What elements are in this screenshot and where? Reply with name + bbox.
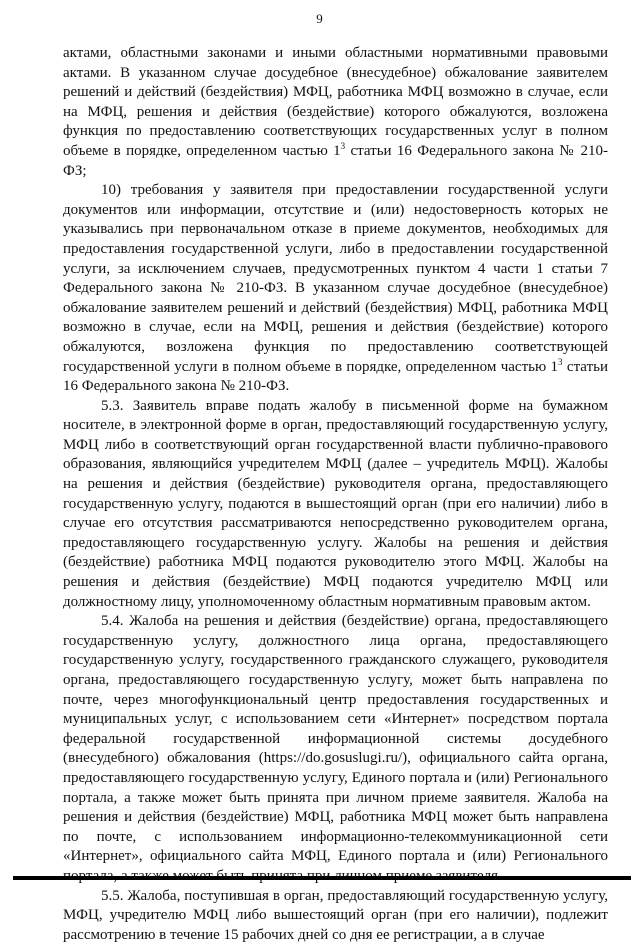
page-bottom-rule	[13, 876, 631, 880]
paragraph-text: 10) требования у заявителя при предоставлении государственной услуги документов или информации, отсутствие и (или) недостоверность которых не указывались при первоначальном отказе в приеме документов, необходимых для предоставления государственной услуги, либо в предоставлении государственной услуги, за исключением случаев, предусмотренных пунктом 4 части 1 статьи 7 Федерального закона № 210-ФЗ. В указанном случае досудебное (внесудебное) обжалование заявителем решений и действий (бездействия) МФЦ, работника МФЦ возможно в случае, если на МФЦ, решения и действия (бездействие) которого обжалуются, возложена функция по предоставлению соответствующей государственной услуги в полном объеме в порядке, определенном частью 1	[63, 182, 608, 375]
paragraph-text: статьи 16 Федерального закона № 210-ФЗ.	[63, 358, 608, 395]
paragraph-text: 5.3. Заявитель вправе подать жалобу в письменной форме на бумажном носителе, в электронной форме в орган, предоставляющий государственную услугу, МФЦ либо в соответствующий орган государственной власти публично-правового образования, являющийся учредителем МФЦ (далее – учредитель МФЦ). Жалобы на решения и действия (бездействие) руководителя органа, предоставляющего государственную услугу, подаются в вышестоящий орган (при его наличии) либо в случае его отсутствия рассматриваются непосредственно руководителем органа, предоставляющего государственную услугу. Жалобы на решения и действия (бездействие) работника МФЦ подаются руководителю этого МФЦ. Жалобы на решения и действия (бездействие) МФЦ подаются учредителю МФЦ или должностному лицу, уполномоченному областным нормативным правовым актом.	[63, 397, 608, 610]
paragraph-p2	[63, 397, 608, 613]
paragraph-text: 5.4. Жалоба на решения и действия (бездействие) органа, предоставляющего государственную услугу, должностного лица органа, предоставляющего государственную услугу, государственного гражданского служащего, руководителя органа, предоставляющего государственную услугу, может быть направлена по почте, через многофункциональный центр предоставления государственных и муниципальных услуг, с использованием сети «Интернет» посредством портала федеральной государственной информационной системы досудебного (внесудебного) обжалования (https://do.gosuslugi.ru/), официального сайта органа, предоставляющего государственную услугу, Единого портала и (или) Регионального портала, а также может быть принята при личном приеме заявителя. Жалоба на решения и действия (бездействие) МФЦ, работника МФЦ может быть направлена по почте, с использованием информационно-телекоммуникационной сети «Интернет», официального сайта МФЦ, Единого портала и (или) Регионального	[63, 613, 608, 865]
superscript: 3	[340, 140, 346, 151]
paragraph-text: актами, областными законами и иными областными нормативными правовыми актами. В указанном случае досудебное (внесудебное) обжалование заявителем решений и действий (бездействия) МФЦ, работника МФЦ возможно в случае, если на МФЦ, решения и действия (бездействие) которого обжалуются, возложена функция по предоставлению соответствующих государственных услуг в полном объеме в порядке, определенном частью 1	[63, 45, 608, 159]
paragraph-p4	[63, 887, 608, 945]
page-number: 9	[316, 11, 323, 26]
superscript: 3	[558, 356, 563, 367]
paragraph-text: 5.5. Жалоба, поступившая в орган, предоставляющий государственную услугу, МФЦ, учредителю МФЦ либо вышестоящий орган (при его наличии), подлежит рассмотрению в течение 15 рабочих дней со дня ее регистрации, а в случае	[63, 887, 608, 943]
paragraph-text: статьи 16 Федерального закона № 210-ФЗ;	[63, 142, 608, 179]
paragraph-p0	[63, 44, 608, 181]
paragraph-p1	[63, 181, 608, 397]
document-body	[63, 44, 608, 945]
paragraph-p3	[63, 612, 608, 886]
